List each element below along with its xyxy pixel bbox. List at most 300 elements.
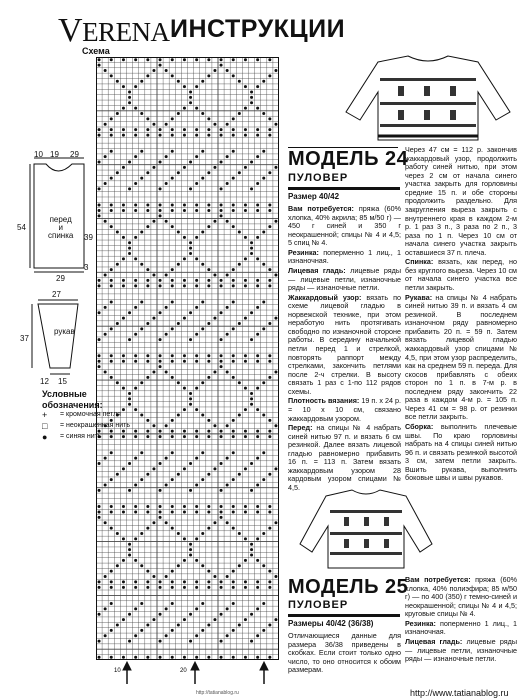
chart-stitch-dot xyxy=(201,532,204,535)
chart-stitch-dot xyxy=(177,80,180,83)
chart-stitch-dot xyxy=(244,166,247,169)
chart-stitch-dot xyxy=(220,360,223,363)
chart-stitch-dot xyxy=(220,640,223,643)
chart-stitch-dot xyxy=(213,317,216,320)
sleeve-dim-bottom-2: 15 xyxy=(58,377,67,386)
chart-stitch-dot xyxy=(159,134,162,137)
chart-stitch-dot xyxy=(250,160,253,163)
chart-stitch-dot xyxy=(268,128,271,131)
chart-stitch-dot xyxy=(171,177,174,180)
chart-stitch-dot xyxy=(207,376,210,379)
chart-stitch-dot xyxy=(146,171,149,174)
chart-stitch-dot xyxy=(195,333,198,336)
chart-stitch-dot xyxy=(146,134,149,137)
chart-stitch-dot xyxy=(134,155,137,158)
chart-stitch-dot xyxy=(98,360,101,363)
chart-stitch-dot xyxy=(122,279,125,282)
chart-stitch-dot xyxy=(183,408,186,411)
chart-stitch-dot xyxy=(165,521,168,524)
chart-stitch-dot xyxy=(268,284,271,287)
chart-stitch-dot xyxy=(256,333,259,336)
chart-stitch-dot xyxy=(183,236,186,239)
model-25-subtitle: ПУЛОВЕР xyxy=(288,599,349,611)
chart-stitch-dot xyxy=(152,274,155,277)
chart-stitch-dot xyxy=(177,564,180,567)
chart-stitch-dot xyxy=(232,300,235,303)
chart-stitch-dot xyxy=(207,225,210,228)
chart-stitch-dot xyxy=(262,451,265,454)
chart-stitch-dot xyxy=(159,311,162,314)
chart-stitch-dot xyxy=(226,123,229,126)
chart-stitch-dot xyxy=(238,112,241,115)
chart-stitch-dot xyxy=(250,187,253,190)
chart-stitch-dot xyxy=(195,58,198,61)
chart-stitch-dot xyxy=(146,279,149,282)
chart-stitch-dot xyxy=(262,414,265,417)
chart-stitch-dot xyxy=(268,586,271,589)
chart-stitch-dot xyxy=(250,252,253,255)
chart-stitch-dot xyxy=(226,333,229,336)
chart-stitch-dot xyxy=(159,354,162,357)
chart-stitch-dot xyxy=(183,284,186,287)
chart-stitch-dot xyxy=(171,376,174,379)
chart-stitch-dot xyxy=(140,150,143,153)
chart-stitch-dot xyxy=(128,397,131,400)
chart-stitch-dot xyxy=(159,505,162,508)
chart-stitch-dot xyxy=(98,462,101,465)
chart-stitch-dot xyxy=(159,613,162,616)
chart-stitch-dot xyxy=(244,510,247,513)
chart-stitch-dot xyxy=(165,484,168,487)
chart-stitch-dot xyxy=(152,166,155,169)
chart-stitch-dot xyxy=(256,505,259,508)
chart-stitch-dot xyxy=(195,128,198,131)
model-25-sizes: Размеры 40/42 (36/38) xyxy=(288,619,374,628)
chart-stitch-dot xyxy=(213,370,216,373)
chart-stitch-dot xyxy=(128,392,131,395)
chart-stitch-dot xyxy=(140,414,143,417)
chart-stitch-dot xyxy=(177,263,180,266)
chart-stitch-dot xyxy=(244,537,247,540)
model-24-instructions-col1 xyxy=(288,205,401,494)
chart-stitch-dot xyxy=(195,257,198,260)
chart-stitch-dot xyxy=(220,354,223,357)
chart-stitch-dot xyxy=(128,548,131,551)
chart-stitch-dot xyxy=(140,80,143,83)
chart-stitch-dot xyxy=(256,284,259,287)
chart-stitch-dot xyxy=(98,365,101,368)
chart-stitch-dot xyxy=(262,629,265,632)
chart-stitch-dot xyxy=(152,317,155,320)
chart-stitch-dot xyxy=(110,150,113,153)
chart-stitch-dot xyxy=(207,580,210,583)
chart-stitch-dot xyxy=(232,268,235,271)
chart-stitch-dot xyxy=(134,354,137,357)
chart-stitch-dot xyxy=(128,241,131,244)
chart-stitch-dot xyxy=(183,467,186,470)
chart-stitch-dot xyxy=(146,473,149,476)
chart-stitch-dot xyxy=(256,360,259,363)
chart-stitch-dot xyxy=(195,387,198,390)
chart-stitch-dot xyxy=(220,284,223,287)
chart-stitch-dot xyxy=(165,424,168,427)
chart-stitch-dot xyxy=(177,112,180,115)
chart-stitch-dot xyxy=(110,117,113,120)
chart-stitch-dot xyxy=(146,225,149,228)
chart-stitch-dot xyxy=(165,607,168,610)
chart-stitch-dot xyxy=(183,166,186,169)
chart-stitch-dot xyxy=(189,241,192,244)
chart-stitch-dot xyxy=(104,123,107,126)
dim-top-2: 19 xyxy=(50,150,59,159)
chart-stitch-dot xyxy=(213,424,216,427)
instruction-paragraph: Резинка: поперменно 1 лиц., 1 изнаночная. xyxy=(288,247,401,266)
legend-item-text: = неокрашенная нить xyxy=(60,422,131,429)
chart-stitch-dot xyxy=(220,311,223,314)
chart-stitch-dot xyxy=(171,279,174,282)
chart-stitch-dot xyxy=(189,252,192,255)
chart-stitch-dot xyxy=(244,134,247,137)
chart-stitch-dot xyxy=(195,435,198,438)
model-25-title: МОДЕЛЬ 25 xyxy=(288,576,409,598)
chart-stitch-dot xyxy=(226,607,229,610)
chart-stitch-dot xyxy=(189,90,192,93)
model-24-subtitle: ПУЛОВЕР xyxy=(288,172,349,184)
chart-stitch-dot xyxy=(159,510,162,513)
chart-stitch-dot xyxy=(134,484,137,487)
chart-stitch-dot xyxy=(183,257,186,260)
chart-stitch-dot xyxy=(232,177,235,180)
chart-stitch-dot xyxy=(122,559,125,562)
chart-stitch-dot xyxy=(232,419,235,422)
chart-stitch-dot xyxy=(256,257,259,260)
chart-stitch-dot xyxy=(122,537,125,540)
chart-stitch-dot xyxy=(244,387,247,390)
chart-stitch-dot xyxy=(207,134,210,137)
chart-stitch-dot xyxy=(146,435,149,438)
chart-stitch-dot xyxy=(159,516,162,519)
chart-stitch-dot xyxy=(250,554,253,557)
chart-stitch-dot xyxy=(98,354,101,357)
chart-stitch-dot xyxy=(134,537,137,540)
chart-stitch-dot xyxy=(116,263,119,266)
instruction-paragraph: Вам потребуется: пряжа (60% хлопка, 40% акрила; 85 м/50 г) — 450 г синей и 350 г неокрашенной; спицы № 4 и 4,5; 5 спиц № 4. xyxy=(288,204,402,248)
chart-stitch-dot xyxy=(256,430,259,433)
chart-stitch-dot xyxy=(134,333,137,336)
chart-stitch-dot xyxy=(274,69,277,72)
instruction-paragraph: Вам потребуется: пряжа (60% хлопка, 40% полиэфира; 85 м/50 г) — по 400 (350) г темно-синей и неокрашенной; спицы № 4 и 4,5; круговые спицы № 4. xyxy=(405,575,517,619)
chart-stitch-dot xyxy=(177,624,180,627)
chart-stitch-dot xyxy=(128,403,131,406)
chart-stitch-dot xyxy=(110,629,113,632)
chart-stitch-dot xyxy=(116,230,119,233)
chart-stitch-dot xyxy=(232,430,235,433)
chart-stitch-dot xyxy=(110,570,113,573)
rapport-arrows xyxy=(96,660,279,688)
chart-stitch-dot xyxy=(268,225,271,228)
chart-stitch-dot xyxy=(195,284,198,287)
chart-stitch-dot xyxy=(256,634,259,637)
chart-stitch-dot xyxy=(110,656,113,659)
chart-stitch-dot xyxy=(183,209,186,212)
chart-stitch-dot xyxy=(152,424,155,427)
chart-stitch-dot xyxy=(220,613,223,616)
chart-stitch-dot xyxy=(116,564,119,567)
chart-stitch-dot xyxy=(171,134,174,137)
chart-stitch-dot xyxy=(165,306,168,309)
chart-stitch-dot xyxy=(159,209,162,212)
chart-stitch-dot xyxy=(183,510,186,513)
chart-stitch-dot xyxy=(152,220,155,223)
chart-stitch-dot xyxy=(195,580,198,583)
chart-stitch-dot xyxy=(134,656,137,659)
chart-stitch-dot xyxy=(189,187,192,190)
chart-stitch-dot xyxy=(256,236,259,239)
chart-stitch-dot xyxy=(104,575,107,578)
chart-stitch-dot xyxy=(104,634,107,637)
instruction-paragraph: Лицевая гладь: лицевые ряды — лицевые петли, изнаночные ряды — изнаночные петли. xyxy=(288,265,401,293)
chart-stitch-dot xyxy=(122,284,125,287)
chart-stitch-dot xyxy=(232,586,235,589)
chart-stitch-dot xyxy=(256,85,259,88)
svg-text:10: 10 xyxy=(114,668,121,674)
chart-stitch-dot xyxy=(146,58,149,61)
chart-stitch-dot xyxy=(195,656,198,659)
chart-stitch-dot xyxy=(256,204,259,207)
chart-stitch-dot xyxy=(122,656,125,659)
chart-stitch-dot xyxy=(110,354,113,357)
chart-stitch-dot xyxy=(110,360,113,363)
chart-stitch-dot xyxy=(195,360,198,363)
chart-stitch-dot xyxy=(220,586,223,589)
chart-stitch-dot xyxy=(134,107,137,110)
chart-stitch-dot xyxy=(177,414,180,417)
chart-stitch-dot xyxy=(268,510,271,513)
instruction-paragraph: Спинка: вязать, как перед, но без круглого выреза. Через 10 см от начала синего участка все петли закрыть. xyxy=(405,257,517,292)
chart-stitch-dot xyxy=(201,564,204,567)
chart-stitch-dot xyxy=(159,580,162,583)
chart-stitch-dot xyxy=(195,408,198,411)
chart-stitch-dot xyxy=(122,107,125,110)
chart-stitch-dot xyxy=(244,107,247,110)
chart-stitch-dot xyxy=(232,435,235,438)
chart-stitch-dot xyxy=(220,435,223,438)
chart-stitch-dot xyxy=(110,204,113,207)
chart-stitch-dot xyxy=(232,150,235,153)
chart-stitch-dot xyxy=(98,656,101,659)
chart-stitch-dot xyxy=(171,505,174,508)
chart-stitch-dot xyxy=(134,204,137,207)
chart-stitch-dot xyxy=(159,656,162,659)
chart-stitch-dot xyxy=(128,489,131,492)
chart-stitch-dot xyxy=(189,548,192,551)
chart-stitch-dot xyxy=(268,505,271,508)
chart-stitch-dot xyxy=(220,489,223,492)
website-footer[interactable]: http://www.tatianablog.ru xyxy=(410,688,509,698)
chart-stitch-dot xyxy=(189,543,192,546)
chart-stitch-dot xyxy=(226,457,229,460)
chart-stitch-dot xyxy=(183,559,186,562)
chart-stitch-dot xyxy=(220,128,223,131)
knitting-chart-grid xyxy=(96,57,279,660)
chart-stitch-dot xyxy=(152,370,155,373)
chart-stitch-dot xyxy=(262,327,265,330)
chart-stitch-dot xyxy=(110,128,113,131)
sweater-illustration-2 xyxy=(296,488,436,572)
chart-stitch-dot xyxy=(183,107,186,110)
chart-stitch-dot xyxy=(268,570,271,573)
chart-stitch-dot xyxy=(238,263,241,266)
chart-stitch-dot xyxy=(104,521,107,524)
chart-stitch-dot xyxy=(122,134,125,137)
chart-stitch-dot xyxy=(159,435,162,438)
sleeve-dim-side: 37 xyxy=(20,334,29,343)
chart-stitch-dot xyxy=(207,117,210,120)
chart-stitch-dot xyxy=(256,435,259,438)
chart-stitch-dot xyxy=(110,134,113,137)
chart-stitch-dot xyxy=(116,80,119,83)
chart-stitch-dot xyxy=(195,505,198,508)
small-website-caption: http://tatianablog.ru xyxy=(196,690,239,696)
chart-stitch-dot xyxy=(98,640,101,643)
chart-stitch-dot xyxy=(177,230,180,233)
chart-stitch-dot xyxy=(104,607,107,610)
chart-stitch-dot xyxy=(195,155,198,158)
chart-stitch-dot xyxy=(98,214,101,217)
chart-stitch-dot xyxy=(268,117,271,120)
chart-stitch-dot xyxy=(110,376,113,379)
chart-stitch-dot xyxy=(244,128,247,131)
chart-stitch-dot xyxy=(226,182,229,185)
chart-stitch-dot xyxy=(159,462,162,465)
chart-stitch-dot xyxy=(128,311,131,314)
chart-stitch-dot xyxy=(134,586,137,589)
chart-stitch-dot xyxy=(213,274,216,277)
chart-stitch-dot xyxy=(207,128,210,131)
chart-stitch-dot xyxy=(256,457,259,460)
chart-stitch-dot xyxy=(250,311,253,314)
chart-stitch-dot xyxy=(262,177,265,180)
chart-stitch-dot xyxy=(146,376,149,379)
chart-stitch-dot xyxy=(244,408,247,411)
chart-stitch-dot xyxy=(122,209,125,212)
chart-stitch-dot xyxy=(159,204,162,207)
chart-stitch-dot xyxy=(146,580,149,583)
chart-stitch-dot xyxy=(201,629,204,632)
chart-stitch-dot xyxy=(183,317,186,320)
chart-stitch-dot xyxy=(201,300,204,303)
chart-stitch-dot xyxy=(201,478,204,481)
chart-stitch-dot xyxy=(226,69,229,72)
chart-stitch-dot xyxy=(268,376,271,379)
chart-stitch-dot xyxy=(226,575,229,578)
chart-stitch-dot xyxy=(177,381,180,384)
chart-stitch-dot xyxy=(268,419,271,422)
chart-stitch-dot xyxy=(98,284,101,287)
chart-stitch-dot xyxy=(122,360,125,363)
chart-stitch-dot xyxy=(171,602,174,605)
chart-stitch-dot xyxy=(159,128,162,131)
chart-stitch-dot xyxy=(110,58,113,61)
chart-stitch-dot xyxy=(244,204,247,207)
chart-stitch-dot xyxy=(152,123,155,126)
chart-stitch-dot xyxy=(134,510,137,513)
chart-stitch-dot xyxy=(104,155,107,158)
chart-stitch-dot xyxy=(146,510,149,513)
chart-stitch-dot xyxy=(134,580,137,583)
chart-stitch-dot xyxy=(268,268,271,271)
chart-stitch-dot xyxy=(122,505,125,508)
chart-stitch-dot xyxy=(274,123,277,126)
chart-stitch-dot xyxy=(250,489,253,492)
chart-stitch-dot xyxy=(171,451,174,454)
chart-stitch-dot xyxy=(183,618,186,621)
chart-stitch-dot xyxy=(171,117,174,120)
chart-stitch-dot xyxy=(171,74,174,77)
chart-stitch-dot xyxy=(98,489,101,492)
chart-stitch-dot xyxy=(98,64,101,67)
chart-stitch-dot xyxy=(220,204,223,207)
model-25-instructions-col1 xyxy=(288,632,401,675)
chart-stitch-dot xyxy=(244,58,247,61)
legend-title: Условные обозначения: xyxy=(42,389,103,410)
chart-stitch-dot xyxy=(238,564,241,567)
chart-stitch-dot xyxy=(104,333,107,336)
chart-stitch-dot xyxy=(171,360,174,363)
chart-stitch-dot xyxy=(195,85,198,88)
chart-stitch-dot xyxy=(171,327,174,330)
chart-stitch-dot xyxy=(165,123,168,126)
chart-stitch-dot xyxy=(189,403,192,406)
chart-stitch-dot xyxy=(207,527,210,530)
chart-stitch-dot xyxy=(183,85,186,88)
chart-stitch-dot xyxy=(213,521,216,524)
plus-symbol-icon: + xyxy=(42,410,48,420)
chart-stitch-dot xyxy=(226,306,229,309)
chart-stitch-dot xyxy=(140,263,143,266)
chart-stitch-dot xyxy=(98,160,101,163)
chart-stitch-dot xyxy=(116,532,119,535)
chart-stitch-dot xyxy=(171,204,174,207)
chart-stitch-dot xyxy=(177,322,180,325)
chart-stitch-dot xyxy=(140,532,143,535)
chart-stitch-dot xyxy=(244,257,247,260)
brand-logo: VERENA xyxy=(58,12,170,49)
chart-stitch-dot xyxy=(195,134,198,137)
chart-stitch-dot xyxy=(232,128,235,131)
chart-stitch-dot xyxy=(159,489,162,492)
chart-stitch-dot xyxy=(134,58,137,61)
chart-stitch-dot xyxy=(122,354,125,357)
chart-stitch-dot xyxy=(159,360,162,363)
chart-stitch-dot xyxy=(201,177,204,180)
chart-stitch-dot xyxy=(207,586,210,589)
chart-stitch-dot xyxy=(98,134,101,137)
chart-stitch-dot xyxy=(213,575,216,578)
chart-stitch-dot xyxy=(171,128,174,131)
chart-stitch-dot xyxy=(146,624,149,627)
sweater-illustration-1 xyxy=(338,52,518,144)
dim-top-1: 10 xyxy=(34,150,43,159)
chart-stitch-dot xyxy=(110,284,113,287)
chart-stitch-dot xyxy=(134,257,137,260)
chart-stitch-dot xyxy=(183,279,186,282)
chart-stitch-dot xyxy=(250,543,253,546)
chart-stitch-dot xyxy=(183,586,186,589)
chart-stitch-dot xyxy=(220,214,223,217)
chart-stitch-dot xyxy=(220,64,223,67)
chart-stitch-dot xyxy=(171,354,174,357)
